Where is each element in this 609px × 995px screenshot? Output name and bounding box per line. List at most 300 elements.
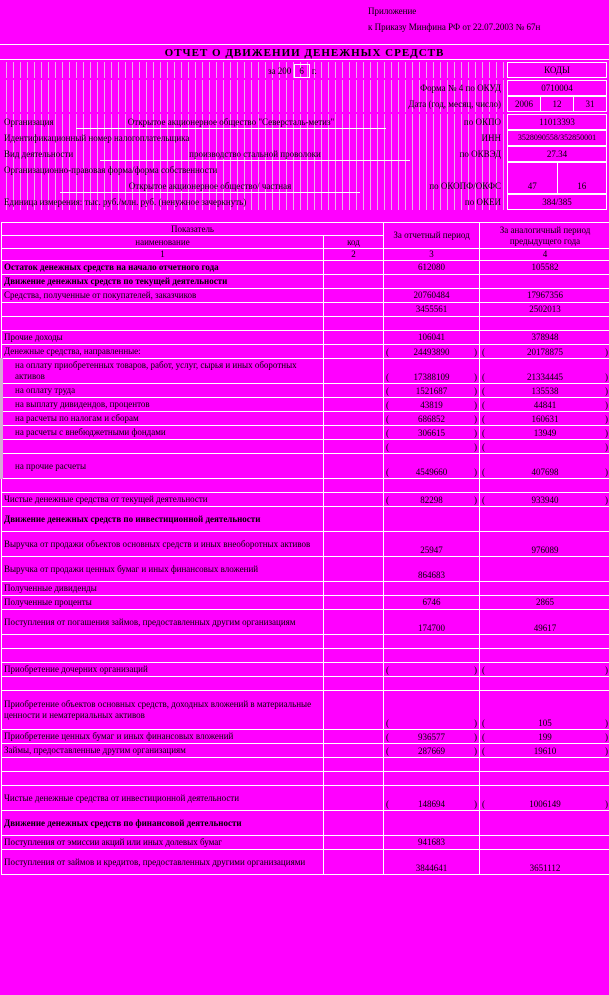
row-current-value <box>384 811 480 836</box>
table-row <box>2 730 609 744</box>
colnum-1: 1 <box>2 249 324 261</box>
row-code <box>324 493 384 507</box>
row-code <box>324 384 384 398</box>
row-name: Приобретение объектов основных средств, доходных вложений в материальные ценности и нематериальных активов <box>2 691 324 730</box>
activity-value: производство стальной проволоки <box>100 148 410 161</box>
row-name: на расчеты с внебюджетными фондами <box>2 426 324 440</box>
row-name: Чистые денежные средства от текущей деятельности <box>2 493 324 507</box>
row-previous-value: 378948 <box>480 331 609 345</box>
date-month: 12 <box>541 97 574 111</box>
row-current-value <box>384 758 480 772</box>
org-row <box>0 114 505 130</box>
legal-form-row <box>0 162 505 194</box>
row-value: 17388109 <box>413 372 450 382</box>
table-row <box>2 345 609 359</box>
row-code <box>324 610 384 635</box>
row-code <box>324 582 384 596</box>
colnum-4: 4 <box>480 249 609 261</box>
row-code <box>324 275 384 289</box>
row-code <box>324 663 384 677</box>
row-current-value <box>384 635 480 649</box>
row-value: 287669 <box>418 746 446 756</box>
row-previous-value <box>480 677 609 691</box>
row-code <box>324 345 384 359</box>
row-value <box>389 665 474 676</box>
row-code <box>324 412 384 426</box>
row-previous-value <box>480 730 609 744</box>
table-row <box>2 663 609 677</box>
row-code <box>324 426 384 440</box>
row-value: 13949 <box>533 428 557 438</box>
okved-code: 27.34 <box>507 146 607 162</box>
header-current: За отчетный период <box>384 223 480 249</box>
paren-open: ( <box>386 665 390 675</box>
table-row <box>2 649 609 663</box>
row-current-value <box>384 649 480 663</box>
row-name <box>2 758 324 772</box>
paren-close: ) <box>474 347 478 357</box>
org-name: Открытое акционерное общество "Северсталь-метиз" <box>76 116 386 129</box>
cash-flow-table <box>0 222 609 875</box>
row-name <box>2 440 324 454</box>
paren-open: ( <box>386 732 390 742</box>
row-name: Движение денежных средств по финансовой деятельности <box>2 811 324 836</box>
table-row <box>2 384 609 398</box>
row-value: 19610 <box>533 746 557 756</box>
row-current-value <box>384 440 480 454</box>
okopf-code: 47 <box>508 163 558 193</box>
row-previous-value <box>480 772 609 786</box>
paren-close: ) <box>605 746 609 756</box>
row-name: на расчеты по налогам и сборам <box>2 412 324 426</box>
codes-header: КОДЫ <box>507 62 607 78</box>
row-current-value <box>384 772 480 786</box>
date-label: Дата (год, месяц, число) <box>408 99 501 109</box>
paren-open: ( <box>482 467 486 477</box>
row-value <box>485 442 605 453</box>
date-year: 2006 <box>508 97 541 111</box>
row-value: 306615 <box>418 428 446 438</box>
table-row <box>2 359 609 384</box>
row-current-value: 6746 <box>384 596 480 610</box>
row-value: 936577 <box>418 732 446 742</box>
row-previous-value: 105582 <box>480 261 609 275</box>
row-name: Приобретение дочерних организаций <box>2 663 324 677</box>
row-value: 4549660 <box>415 467 448 477</box>
paren-close: ) <box>605 442 609 452</box>
row-current-value <box>384 275 480 289</box>
approval-note <box>368 2 606 42</box>
row-value: 160631 <box>531 414 559 424</box>
row-previous-value <box>480 663 609 677</box>
row-previous-value <box>480 275 609 289</box>
inn-row <box>0 130 505 146</box>
row-name: Полученные проценты <box>2 596 324 610</box>
period-year: 6 <box>294 64 310 78</box>
row-current-value <box>384 345 480 359</box>
row-current-value <box>384 677 480 691</box>
row-current-value <box>384 786 480 811</box>
paren-open: ( <box>386 746 390 756</box>
row-previous-value <box>480 359 609 384</box>
row-code <box>324 359 384 384</box>
paren-close: ) <box>605 414 609 424</box>
row-previous-value: 49617 <box>480 610 609 635</box>
row-current-value <box>384 744 480 758</box>
row-value: 135538 <box>531 386 559 396</box>
row-value: 24493890 <box>413 347 450 357</box>
header-indicator: Показатель <box>2 223 384 236</box>
paren-open: ( <box>386 347 390 357</box>
okved-label: по ОКВЭД <box>459 149 501 159</box>
row-previous-value <box>480 426 609 440</box>
colnum-3: 3 <box>384 249 480 261</box>
table-row <box>2 691 609 730</box>
row-name: Поступления от погашения займов, предоставленных другим организациям <box>2 610 324 635</box>
row-previous-value <box>480 493 609 507</box>
report-title: ОТЧЕТ О ДВИЖЕНИИ ДЕНЕЖНЫХ СРЕДСТВ <box>0 44 609 60</box>
row-value: 407698 <box>531 467 559 477</box>
approval-line-1: Приложение <box>368 6 417 16</box>
row-name <box>2 635 324 649</box>
period-prefix: за 200 <box>268 66 292 76</box>
row-current-value <box>384 412 480 426</box>
row-current-value <box>384 663 480 677</box>
table-row <box>2 412 609 426</box>
row-name <box>2 317 324 331</box>
row-previous-value <box>480 635 609 649</box>
row-value: 44841 <box>533 400 557 410</box>
row-previous-value <box>480 479 609 493</box>
row-value: 82298 <box>420 495 443 505</box>
row-name: Выручка от продажи ценных бумаг и иных финансовых вложений <box>2 557 324 582</box>
date-codes <box>507 96 607 112</box>
paren-close: ) <box>605 665 609 675</box>
paren-open: ( <box>386 467 390 477</box>
row-previous-value: 2502013 <box>480 303 609 317</box>
row-name <box>2 677 324 691</box>
row-current-value <box>384 359 480 384</box>
approval-line-2: к Приказу Минфина РФ от 22.07.2003 № 67н <box>368 22 541 32</box>
row-current-value <box>384 479 480 493</box>
row-previous-value <box>480 384 609 398</box>
row-current-value: 864683 <box>384 557 480 582</box>
table-row <box>2 479 609 493</box>
row-current-value: 941683 <box>384 836 480 850</box>
row-code <box>324 811 384 836</box>
row-value: 148694 <box>418 799 446 809</box>
row-previous-value <box>480 557 609 582</box>
table-row <box>2 811 609 836</box>
row-code <box>324 836 384 850</box>
row-name: Полученные дивиденды <box>2 582 324 596</box>
row-code <box>324 454 384 479</box>
paren-close: ) <box>605 467 609 477</box>
row-current-value <box>384 493 480 507</box>
row-current-value: 3844641 <box>384 850 480 875</box>
table-row <box>2 772 609 786</box>
row-name: Поступления от займов и кредитов, предоставленных другими организациями <box>2 850 324 875</box>
okei-code: 384/385 <box>507 194 607 210</box>
row-code <box>324 772 384 786</box>
row-name: Приобретение ценных бумаг и иных финансовых вложений <box>2 730 324 744</box>
table-row <box>2 454 609 479</box>
row-value <box>485 665 605 676</box>
table-row <box>2 557 609 582</box>
row-value: 1521687 <box>415 386 448 396</box>
row-current-value <box>384 454 480 479</box>
period-label <box>268 64 317 78</box>
inn-short-label: ИНН <box>481 133 501 143</box>
row-previous-value <box>480 345 609 359</box>
row-code <box>324 440 384 454</box>
row-code <box>324 596 384 610</box>
unit-label: Единица измерения: тыс. руб./млн. руб. (ненужное зачеркнуть) <box>4 197 247 207</box>
row-current-value <box>384 317 480 331</box>
table-row <box>2 744 609 758</box>
row-value: 20178875 <box>527 347 564 357</box>
row-code <box>324 289 384 303</box>
paren-close: ) <box>474 386 478 396</box>
row-current-value: 106041 <box>384 331 480 345</box>
date-row <box>0 96 505 112</box>
row-code <box>324 691 384 730</box>
row-previous-value <box>480 398 609 412</box>
row-previous-value <box>480 758 609 772</box>
paren-open: ( <box>386 414 390 424</box>
okud-row <box>0 80 505 96</box>
paren-close: ) <box>474 746 478 756</box>
paren-open: ( <box>386 799 390 809</box>
row-value: 43819 <box>420 400 443 410</box>
paren-open: ( <box>482 347 486 357</box>
okpo-label: по ОКПО <box>463 117 501 127</box>
table-row <box>2 440 609 454</box>
header-name: наименование <box>2 236 324 249</box>
row-previous-value <box>480 454 609 479</box>
paren-open: ( <box>386 428 390 438</box>
paren-close: ) <box>474 467 478 477</box>
paren-open: ( <box>482 442 486 452</box>
paren-open: ( <box>482 428 486 438</box>
row-name: Движение денежных средств по текущей деятельности <box>2 275 324 289</box>
paren-open: ( <box>482 495 486 505</box>
row-current-value <box>384 730 480 744</box>
okud-label: Форма № 4 по ОКУД <box>420 83 501 93</box>
row-previous-value <box>480 649 609 663</box>
paren-open: ( <box>482 732 486 742</box>
row-name: Движение денежных средств по инвестиционной деятельности <box>2 507 324 532</box>
table-row <box>2 596 609 610</box>
row-name <box>2 649 324 663</box>
header-code: код <box>324 236 384 249</box>
row-current-value <box>384 384 480 398</box>
table-row <box>2 635 609 649</box>
row-name: на выплату дивидендов, процентов <box>2 398 324 412</box>
row-previous-value: 976089 <box>480 532 609 557</box>
table-row <box>2 610 609 635</box>
row-current-value: 25947 <box>384 532 480 557</box>
row-current-value: 3455561 <box>384 303 480 317</box>
paren-open: ( <box>482 665 486 675</box>
org-label: Организация <box>4 117 54 127</box>
paren-open: ( <box>482 746 486 756</box>
paren-close: ) <box>474 442 478 452</box>
row-value <box>389 442 474 453</box>
table-row <box>2 275 609 289</box>
legal-form-label: Организационно-правовая форма/форма собственности <box>4 165 218 175</box>
date-day: 31 <box>585 99 595 109</box>
row-value: 105 <box>538 718 552 728</box>
row-name: Поступления от эмиссии акций или иных долевых бумаг <box>2 836 324 850</box>
row-code <box>324 649 384 663</box>
paren-open: ( <box>482 400 486 410</box>
row-code <box>324 850 384 875</box>
paren-open: ( <box>386 442 390 452</box>
row-code <box>324 507 384 532</box>
row-name <box>2 479 324 493</box>
row-name: Займы, предоставленные другим организациям <box>2 744 324 758</box>
table-row <box>2 303 609 317</box>
row-code <box>324 303 384 317</box>
paren-close: ) <box>605 428 609 438</box>
row-name: Денежные средства, направленные: <box>2 345 324 359</box>
row-code <box>324 532 384 557</box>
paren-close: ) <box>474 718 478 728</box>
paren-open: ( <box>482 414 486 424</box>
row-current-value <box>384 398 480 412</box>
okopf-label: по ОКОПФ/ОКФС <box>429 181 501 191</box>
row-value: 686852 <box>418 414 446 424</box>
unit-row <box>0 194 505 210</box>
row-current-value <box>384 426 480 440</box>
period-suffix: г. <box>311 66 317 76</box>
paren-close: ) <box>474 372 478 382</box>
row-value: 933940 <box>531 495 559 505</box>
row-value <box>389 718 474 729</box>
row-name <box>2 303 324 317</box>
row-previous-value <box>480 507 609 532</box>
paren-close: ) <box>605 718 609 728</box>
paren-close: ) <box>474 495 478 505</box>
row-previous-value <box>480 691 609 730</box>
row-code <box>324 786 384 811</box>
table-row <box>2 493 609 507</box>
table-row <box>2 331 609 345</box>
row-name <box>2 772 324 786</box>
table-header-row <box>2 223 609 236</box>
okei-label: по ОКЕИ <box>464 197 501 207</box>
row-name: Выручка от продажи объектов основных средств и иных внеоборотных активов <box>2 532 324 557</box>
row-name: Остаток денежных средств на начало отчетного года <box>2 261 324 275</box>
row-previous-value: 2865 <box>480 596 609 610</box>
table-colnum-row <box>2 249 609 261</box>
table-row <box>2 507 609 532</box>
row-name: на прочие расчеты <box>2 454 324 479</box>
okud-code: 0710004 <box>507 80 607 96</box>
paren-close: ) <box>605 799 609 809</box>
row-current-value <box>384 507 480 532</box>
paren-open: ( <box>386 400 390 410</box>
row-name: на оплату приобретенных товаров, работ, услуг, сырья и иных оборотных активов <box>2 359 324 384</box>
inn-label: Идентификационный номер налогоплательщика <box>4 133 190 143</box>
paren-close: ) <box>474 428 478 438</box>
table-row <box>2 261 609 275</box>
table-row <box>2 426 609 440</box>
colnum-2: 2 <box>324 249 384 261</box>
row-previous-value: 17967356 <box>480 289 609 303</box>
table-row <box>2 289 609 303</box>
row-current-value: 174700 <box>384 610 480 635</box>
row-name: Прочие доходы <box>2 331 324 345</box>
paren-close: ) <box>474 665 478 675</box>
row-code <box>324 677 384 691</box>
row-previous-value <box>480 786 609 811</box>
row-previous-value: 3651112 <box>480 850 609 875</box>
inn-code: 3528090558/352850001 <box>507 130 607 146</box>
row-previous-value <box>480 412 609 426</box>
row-previous-value <box>480 811 609 836</box>
paren-close: ) <box>474 799 478 809</box>
row-code <box>324 317 384 331</box>
table-row <box>2 758 609 772</box>
activity-label: Вид деятельности <box>4 149 74 159</box>
row-current-value: 612080 <box>384 261 480 275</box>
row-previous-value <box>480 440 609 454</box>
legal-form-value: Открытое акционерное общество/ частная <box>60 180 360 193</box>
okopf-codes <box>507 162 607 194</box>
table-row <box>2 398 609 412</box>
row-value: 199 <box>538 732 552 742</box>
table-row <box>2 532 609 557</box>
row-current-value <box>384 691 480 730</box>
paren-open: ( <box>386 495 390 505</box>
row-name: на оплату труда <box>2 384 324 398</box>
activity-row <box>0 146 505 162</box>
row-code <box>324 261 384 275</box>
paren-close: ) <box>605 732 609 742</box>
row-value: 1006149 <box>529 799 561 809</box>
paren-open: ( <box>386 718 390 728</box>
paren-close: ) <box>474 400 478 410</box>
paren-close: ) <box>605 372 609 382</box>
row-value: 21334445 <box>527 372 564 382</box>
row-previous-value <box>480 317 609 331</box>
row-previous-value <box>480 836 609 850</box>
row-code <box>324 730 384 744</box>
table-row <box>2 786 609 811</box>
table-row <box>2 677 609 691</box>
paren-close: ) <box>605 386 609 396</box>
row-previous-value <box>480 582 609 596</box>
paren-open: ( <box>482 386 486 396</box>
table-row <box>2 317 609 331</box>
paren-open: ( <box>386 372 390 382</box>
table-row <box>2 836 609 850</box>
row-code <box>324 331 384 345</box>
header-previous: За аналогичный период предыдущего года <box>480 223 609 249</box>
paren-close: ) <box>605 347 609 357</box>
paren-open: ( <box>482 718 486 728</box>
okpo-code: 11013393 <box>507 114 607 130</box>
row-previous-value <box>480 744 609 758</box>
row-current-value <box>384 582 480 596</box>
table-row <box>2 582 609 596</box>
table-row <box>2 850 609 875</box>
row-code <box>324 479 384 493</box>
paren-close: ) <box>605 495 609 505</box>
row-code <box>324 744 384 758</box>
